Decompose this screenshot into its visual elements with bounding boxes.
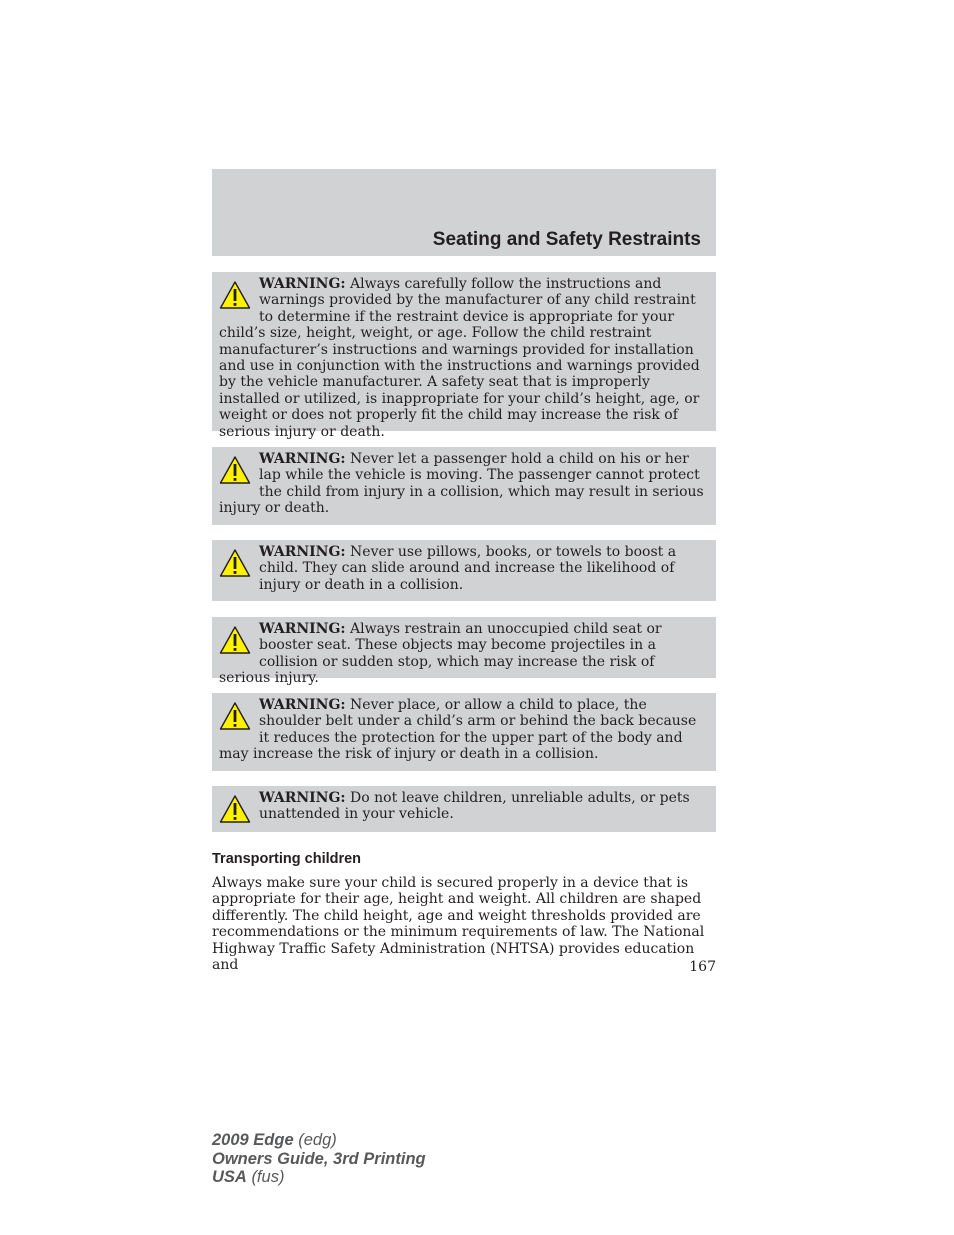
section-title: Seating and Safety Restraints <box>432 229 701 250</box>
warning-label: WARNING: <box>259 697 346 713</box>
warning-triangle-icon <box>219 794 251 824</box>
warning-triangle-icon <box>219 548 251 578</box>
section-header-band <box>212 169 716 256</box>
warning-text <box>219 451 710 517</box>
warning-text <box>219 544 710 593</box>
warning-box-6 <box>212 786 716 832</box>
warning-label: WARNING: <box>259 544 346 560</box>
footer-model-line <box>212 1131 426 1150</box>
body-paragraph: Always make sure your child is secured properly in a device that is appropriate for their age, height and weight. All children are shaped differently. The child height, age and weight thresholds provided are recommendations or the minimum requirements of law. The National Highway Traffic Safety Administration (NHTSA) provides education and <box>212 875 705 974</box>
warning-box-3 <box>212 540 716 601</box>
warning-triangle-icon <box>219 701 251 731</box>
warning-label: WARNING: <box>259 621 346 637</box>
warning-box-2 <box>212 447 716 525</box>
warning-text <box>219 621 710 687</box>
footer-market-line <box>212 1168 426 1187</box>
warning-box-4 <box>212 617 716 687</box>
subsection-heading: Transporting children <box>212 851 362 867</box>
footer-guide-line <box>212 1150 426 1169</box>
warning-body: Never use pillows, books, or towels to boost a child. They can slide around and increase the likelihood of injury or death in a collision. <box>259 544 677 593</box>
footer-guide: Owners Guide, 3rd Printing <box>212 1149 426 1168</box>
warning-body: Never let a passenger hold a child on his or her lap while the vehicle is moving. The passenger cannot protect the child from injury in a collision, which may result in serious injury or death. <box>219 451 704 517</box>
warning-box-1 <box>212 272 716 440</box>
page-number: 167 <box>689 959 716 975</box>
warning-box-5 <box>212 693 716 771</box>
warning-text <box>219 697 710 763</box>
warning-text <box>219 790 710 823</box>
footer-market-code: (fus) <box>251 1168 285 1186</box>
warning-body: Never place, or allow a child to place, the shoulder belt under a child’s arm or behind the back because it reduces the protection for the upper part of the body and may increase the risk of injury or death in a collision. <box>219 697 697 763</box>
footer-model: 2009 Edge <box>212 1131 294 1149</box>
footer-market: USA <box>212 1168 247 1186</box>
warning-body: Do not leave children, unreliable adults, or pets unattended in your vehicle. <box>259 790 690 823</box>
warning-body: Always restrain an unoccupied child seat or booster seat. These objects may become projectiles in a collision or sudden stop, which may increase the risk of serious injury. <box>219 621 662 687</box>
footer-model-code: (edg) <box>298 1131 337 1149</box>
warning-label: WARNING: <box>259 276 346 292</box>
warning-triangle-icon <box>219 455 251 485</box>
warning-label: WARNING: <box>259 790 346 806</box>
warning-body: Always carefully follow the instructions and warnings provided by the manufacturer of any child restraint to determine if the restraint device is appropriate for your child’s size, height, weight, or age. Follow the child restraint manufacturer’s instructions and warnings provided for installation and use in conjunction with the instructions and warnings provided by the vehicle manufacturer. A safety seat that is improperly installed or utilized, is inappropriate for your child’s height, age, or weight or does not properly fit the child may increase the risk of serious injury or death. <box>219 276 700 440</box>
warning-triangle-icon <box>219 280 251 310</box>
warning-triangle-icon <box>219 625 251 655</box>
warning-label: WARNING: <box>259 451 346 467</box>
document-footer <box>212 1131 426 1187</box>
warning-text <box>219 276 710 440</box>
